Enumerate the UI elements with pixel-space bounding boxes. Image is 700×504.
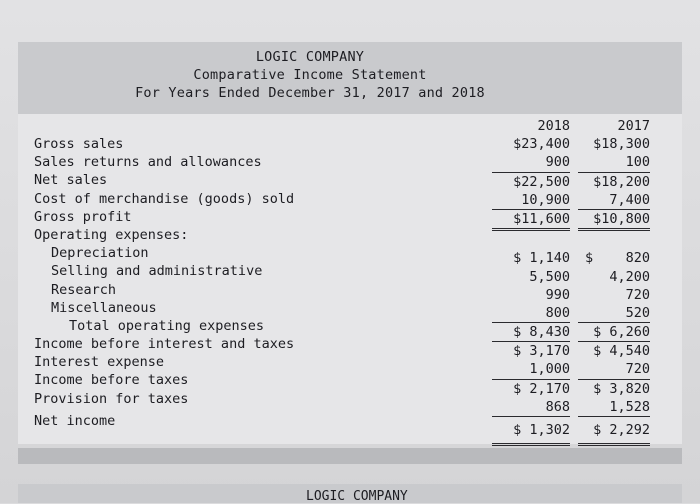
label-net-sales: Net sales — [34, 172, 108, 189]
value-2018-gross-profit: $11,600 — [492, 210, 570, 231]
label-research: Research — [51, 281, 117, 298]
value-2017-sales-returns: 100 — [578, 153, 650, 172]
column-header-2017: 2017 — [617, 118, 650, 134]
value-2017-income-before-taxes: $ 3,820 — [593, 380, 650, 397]
value-2017-cost-of-goods: 7,400 — [578, 191, 650, 210]
value-2018-net-sales: $22,500 — [513, 173, 570, 190]
value-2017-miscellaneous: 520 — [578, 304, 650, 323]
value-2017-interest-expense: 720 — [578, 360, 650, 379]
label-interest-expense: Interest expense — [34, 354, 165, 371]
value-2017-total-operating-expenses: $ 6,260 — [578, 323, 650, 342]
value-2017-gross-sales: $18,300 — [593, 136, 650, 153]
value-2018-provision-for-taxes: 868 — [492, 398, 570, 417]
value-2017-income-before-interest-taxes: $ 4,540 — [593, 343, 650, 360]
next-company-title: LOGIC COMPANY — [306, 489, 408, 504]
column-2017 — [578, 117, 650, 446]
label-selling-admin: Selling and administrative — [51, 263, 263, 280]
footer-band — [18, 448, 682, 464]
value-2018-gross-sales: $23,400 — [513, 136, 570, 153]
value-2017-gross-profit: $10,800 — [578, 210, 650, 231]
value-2017-net-sales: $18,200 — [593, 173, 650, 190]
value-2018-income-before-interest-taxes: $ 3,170 — [513, 343, 570, 360]
label-income-before-interest-taxes: Income before interest and taxes — [34, 336, 295, 353]
label-total-operating-expenses: Total operating expenses — [69, 317, 265, 334]
row-labels — [34, 135, 294, 434]
label-cost-of-goods: Cost of merchandise (goods) sold — [34, 190, 295, 207]
company-name: LOGIC COMPANY — [255, 49, 365, 65]
label-income-before-taxes: Income before taxes — [34, 372, 189, 389]
statement-header — [0, 48, 700, 102]
value-2018-selling-admin: 5,500 — [529, 268, 570, 285]
value-2017-net-income: $ 2,292 — [578, 417, 650, 446]
statement-period: For Years Ended December 31, 2017 and 2018 — [135, 85, 485, 101]
value-2017-research: 720 — [625, 286, 650, 303]
value-2018-interest-expense: 1,000 — [492, 360, 570, 379]
value-2018-operating-expenses — [492, 231, 570, 249]
label-net-income: Net income — [34, 412, 116, 429]
column-2018 — [492, 117, 570, 446]
value-2018-income-before-taxes: $ 2,170 — [513, 380, 570, 397]
value-2018-miscellaneous: 800 — [492, 304, 570, 323]
value-2017-provision-for-taxes: 1,528 — [578, 398, 650, 417]
label-gross-profit: Gross profit — [34, 208, 132, 225]
value-2018-research: 990 — [545, 286, 570, 303]
label-sales-returns: Sales returns and allowances — [34, 154, 262, 171]
value-2017-depreciation: $ 820 — [584, 250, 650, 267]
value-2017-operating-expenses — [578, 231, 650, 249]
label-provision-for-taxes: Provision for taxes — [34, 390, 189, 407]
label-depreciation: Depreciation — [51, 245, 149, 262]
value-2018-cost-of-goods: 10,900 — [492, 191, 570, 210]
label-miscellaneous: Miscellaneous — [51, 299, 157, 316]
value-2018-sales-returns: 900 — [492, 153, 570, 172]
value-2017-selling-admin: 4,200 — [609, 268, 650, 285]
next-statement-header — [18, 484, 682, 503]
label-gross-sales: Gross sales — [34, 136, 124, 152]
value-2018-net-income: $ 1,302 — [492, 417, 570, 446]
statement-title: Comparative Income Statement — [193, 67, 427, 83]
value-2018-total-operating-expenses: $ 8,430 — [492, 323, 570, 342]
label-operating-expenses: Operating expenses: — [34, 226, 189, 243]
value-2018-depreciation: $ 1,140 — [513, 250, 570, 267]
column-header-2018: 2018 — [537, 118, 570, 134]
